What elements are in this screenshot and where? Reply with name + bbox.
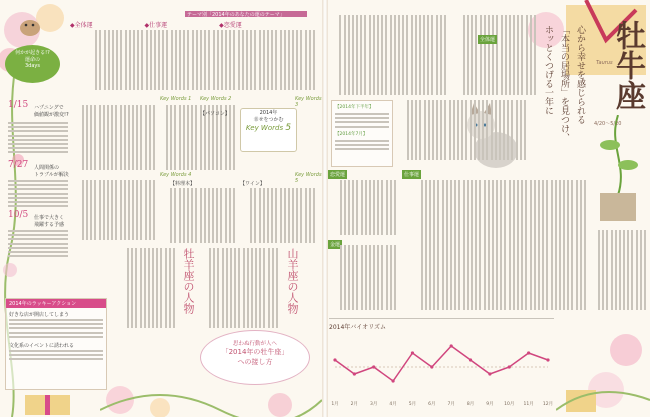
- biorhythm-month-label: 5月: [408, 402, 417, 407]
- lucky-title-2: 人間関係の トラブルが解決: [34, 165, 69, 178]
- keyword-center-card: [240, 108, 297, 152]
- kw-title-2: 【料理本】: [170, 181, 196, 187]
- keyword-text-c: [75, 180, 155, 240]
- flower-corner-icon: [556, 320, 650, 417]
- info-box-item-2: 【2014年7月】: [335, 131, 368, 137]
- biorhythm-chart: [329, 331, 554, 409]
- body-text-a: [331, 15, 446, 95]
- tab-love: ◆恋愛運: [219, 22, 242, 29]
- keyword-label-5: Key Words 5: [295, 172, 322, 184]
- catch-line-1: 心から幸せを感じられる: [575, 25, 585, 124]
- biorhythm-point: [450, 344, 453, 347]
- person-title-1: 牡羊座の人物: [182, 248, 195, 314]
- keyword-text-a: [75, 105, 155, 170]
- lucky-date-3: 10/5: [8, 210, 29, 220]
- biorhythm-point: [430, 365, 433, 368]
- biorhythm-month-label: 1月: [331, 402, 339, 407]
- catch-line-3: ホッとくつげる一年に: [543, 25, 553, 115]
- label-money: 金運: [330, 242, 341, 248]
- keyword-label-4: Key Words 4: [160, 172, 192, 178]
- oval-line-2: 「2014年の牡牛座」: [221, 348, 289, 356]
- tab-work: ◆仕事運: [144, 22, 168, 29]
- biorhythm-month-label: 9月: [486, 402, 494, 407]
- biorhythm-month-label: 12月: [542, 402, 554, 407]
- biorhythm-month-label: 3月: [370, 402, 378, 407]
- lucky-title-3: 仕事で大きく 飛躍する予感: [34, 215, 65, 228]
- keyword-num: 5: [285, 123, 292, 133]
- keyword-text-e: [240, 188, 315, 243]
- biorhythm-point: [508, 365, 511, 368]
- oval-line-1: 思わぬ行動が人へ: [232, 341, 277, 347]
- keyword-label-1: Key Words 1: [160, 96, 192, 102]
- person-text-a: [120, 248, 175, 328]
- body-text-d: [331, 180, 396, 235]
- lucky-days-title: 何かが起きる!? 運命の 3days: [5, 45, 60, 83]
- keyword-text: 幸せをつかむ: [253, 117, 284, 123]
- theme-text-block: [75, 30, 315, 90]
- body-text-b: [456, 15, 536, 95]
- body-text-f: [331, 245, 396, 310]
- biorhythm-point: [333, 358, 336, 361]
- body-text-c: [396, 100, 526, 160]
- kw-title-1: 【パソコン】: [200, 111, 230, 117]
- keyword-label-3: Key Words 3: [295, 96, 322, 108]
- label-love: 恋愛運: [330, 172, 346, 178]
- sign-name: 牡牛座: [610, 20, 645, 110]
- label-overall: 全体運: [480, 37, 496, 43]
- sign-dates: 4/20〜5/20: [594, 121, 622, 127]
- lucky-action-title: 2014年のラッキーアクション: [6, 299, 106, 308]
- biorhythm-month-label: 8月: [466, 402, 475, 407]
- lucky-date-2: 7/27: [8, 160, 29, 170]
- kw-title-3: 【ワイン】: [240, 181, 265, 187]
- biorhythm-line: [335, 346, 548, 381]
- lucky-action-line-2: 文化系のイベントに誘われる: [9, 342, 75, 349]
- biorhythm-point: [546, 358, 549, 361]
- biorhythm-section: [329, 318, 554, 411]
- biorhythm-point: [353, 372, 356, 375]
- lucky-text-3: [8, 230, 68, 262]
- lucky-action-box: [5, 298, 107, 390]
- biorhythm-month-label: 10月: [504, 402, 515, 407]
- lucky-action-line-1: 好きな店が開店してしまう: [9, 312, 70, 318]
- biorhythm-month-label: 2月: [350, 402, 359, 407]
- biorhythm-point: [527, 351, 530, 354]
- info-box-small: [331, 100, 393, 167]
- keyword-big: Key Words: [245, 124, 284, 132]
- keyword-text-d: [160, 188, 235, 243]
- theme-bar: テーマ別「2014年のあなたの運のテーマ」: [185, 11, 307, 17]
- info-box-item-1: 【2014年下半年】: [335, 105, 374, 110]
- biorhythm-month-label: 11月: [523, 402, 534, 407]
- lucky-text-2: [8, 180, 68, 212]
- left-page: [0, 0, 324, 417]
- person-title-2: 山羊座の人物: [286, 248, 299, 314]
- biorhythm-point: [488, 372, 491, 375]
- keyword-label-2: Key Words 2: [200, 96, 232, 102]
- body-text-e: [406, 180, 586, 310]
- biorhythm-point: [469, 358, 472, 361]
- keyword-year: 2014年: [259, 110, 278, 116]
- oval-line-3: への接し方: [237, 358, 273, 366]
- person-text-b: [200, 248, 278, 328]
- label-work: 仕事運: [404, 172, 420, 178]
- tab-overall: ◆全体運: [70, 22, 93, 29]
- header-tabs: [70, 20, 242, 29]
- catch-line-2: 「本当の居場所」を見つけ、: [559, 25, 569, 142]
- biorhythm-month-label: 4月: [389, 402, 397, 407]
- right-page: [326, 0, 650, 417]
- biorhythm-title: 2014年バイオリズム: [329, 324, 386, 331]
- biorhythm-point: [411, 351, 414, 354]
- lucky-text-1: [8, 122, 68, 157]
- biorhythm-point: [391, 379, 394, 382]
- biorhythm-month-label: 6月: [428, 402, 436, 407]
- sign-reading: Taurus: [596, 60, 613, 66]
- lucky-date-1: 1/15: [8, 100, 29, 110]
- lucky-title-1: ハプニングで 価値観が激変!?: [34, 105, 69, 118]
- gift-box-icon: [20, 390, 100, 417]
- biorhythm-point: [372, 365, 375, 368]
- body-text-g: [591, 230, 646, 310]
- flower-bottom-icon: [100, 360, 322, 417]
- biorhythm-month-label: 7月: [447, 402, 455, 407]
